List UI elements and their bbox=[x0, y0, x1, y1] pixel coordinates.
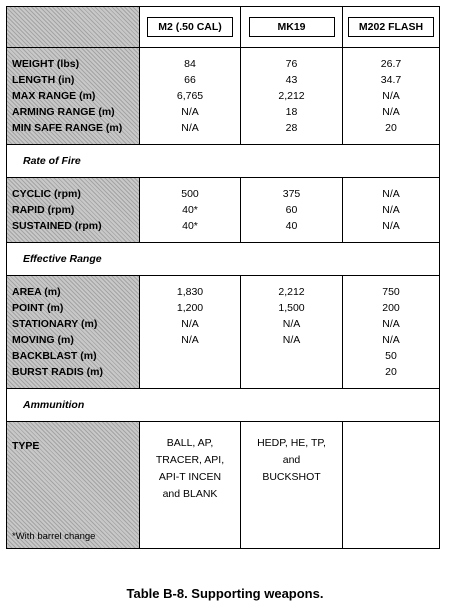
row-label: CYCLIC (rpm) bbox=[12, 188, 81, 200]
general-section bbox=[7, 48, 439, 145]
table-caption: Table B-8. Supporting weapons. bbox=[126, 586, 324, 601]
m2-value: N/A bbox=[181, 334, 199, 346]
section-title: Ammunition bbox=[23, 399, 85, 411]
rate-of-fire-heading bbox=[7, 145, 439, 178]
mk19-value: 60 bbox=[285, 204, 298, 216]
m202-value: N/A bbox=[382, 188, 400, 200]
row-label: SUSTAINED (rpm) bbox=[12, 220, 102, 232]
row-label: POINT (m) bbox=[12, 302, 64, 314]
m202-value: 50 bbox=[385, 350, 397, 362]
m2-value: 1,830 bbox=[176, 286, 204, 298]
m202-value: 20 bbox=[385, 366, 397, 378]
m202-value: N/A bbox=[382, 106, 400, 118]
column-header-m202: M202 FLASH bbox=[348, 17, 434, 37]
table-header bbox=[7, 7, 439, 48]
effective-range-heading bbox=[7, 243, 439, 276]
mk19-ammo-types: HEDP, HE, TP, and BUCKSHOT bbox=[257, 437, 326, 483]
m2-value: 500 bbox=[181, 188, 199, 200]
row-label: ARMING RANGE (m) bbox=[12, 106, 115, 118]
effective-range-section bbox=[7, 276, 439, 389]
m2-value: 66 bbox=[184, 74, 196, 86]
m2-value: N/A bbox=[181, 122, 199, 134]
section-title: Effective Range bbox=[23, 253, 102, 265]
mk19-value: 2,212 bbox=[278, 90, 305, 102]
m2-value bbox=[140, 364, 240, 380]
column-header-mk19: MK19 bbox=[249, 17, 335, 37]
row-label: BACKBLAST (m) bbox=[12, 350, 97, 362]
mk19-value: 76 bbox=[285, 58, 298, 70]
m202-value: 26.7 bbox=[380, 58, 402, 70]
row-label: LENGTH (in) bbox=[12, 74, 75, 86]
row-label: WEIGHT (lbs) bbox=[12, 58, 80, 70]
rate-of-fire-section bbox=[7, 178, 439, 243]
mk19-value: 375 bbox=[282, 188, 301, 200]
row-label: BURST RADIS (m) bbox=[12, 366, 103, 378]
row-label: AREA (m) bbox=[12, 286, 61, 298]
mk19-value: 28 bbox=[285, 122, 298, 134]
footnote: *With barrel change bbox=[12, 531, 96, 542]
m2-value: 40* bbox=[182, 220, 198, 232]
m202-value: 34.7 bbox=[380, 74, 402, 86]
m202-value: N/A bbox=[382, 318, 400, 330]
m202-value: 20 bbox=[385, 122, 397, 134]
ammunition-heading bbox=[7, 389, 439, 422]
m2-value: 6,765 bbox=[176, 90, 204, 102]
mk19-value bbox=[241, 364, 342, 380]
column-header-m2: M2 (.50 CAL) bbox=[147, 17, 233, 37]
row-label: STATIONARY (m) bbox=[12, 318, 98, 330]
m2-value bbox=[140, 348, 240, 364]
mk19-value: 43 bbox=[285, 74, 298, 86]
m202-value: N/A bbox=[382, 90, 400, 102]
ammunition-section bbox=[7, 422, 439, 548]
m202-value: N/A bbox=[382, 220, 400, 232]
mk19-value: 1,500 bbox=[278, 302, 305, 314]
row-label: MOVING (m) bbox=[12, 334, 74, 346]
m202-ammo-types bbox=[343, 422, 439, 548]
mk19-value: N/A bbox=[282, 334, 301, 346]
mk19-value bbox=[241, 348, 342, 364]
row-label: MIN SAFE RANGE (m) bbox=[12, 122, 123, 134]
mk19-value: N/A bbox=[282, 318, 301, 330]
header-blank-cell bbox=[7, 7, 140, 47]
row-label: MAX RANGE (m) bbox=[12, 90, 96, 102]
m2-value: 40* bbox=[182, 204, 198, 216]
mk19-value: 2,212 bbox=[278, 286, 305, 298]
m202-value: 750 bbox=[382, 286, 400, 298]
m2-value: N/A bbox=[181, 318, 199, 330]
m202-value: N/A bbox=[382, 204, 400, 216]
ammo-type-label: TYPE bbox=[12, 440, 40, 452]
supporting-weapons-table bbox=[6, 6, 440, 549]
mk19-value: 18 bbox=[285, 106, 298, 118]
row-label: RAPID (rpm) bbox=[12, 204, 75, 216]
section-title: Rate of Fire bbox=[23, 155, 81, 167]
m2-value: N/A bbox=[181, 106, 199, 118]
m2-value: 1,200 bbox=[176, 302, 204, 314]
m2-value: 84 bbox=[184, 58, 196, 70]
mk19-value: 40 bbox=[285, 220, 298, 232]
m2-ammo-types: BALL, AP, TRACER, API, API-T INCEN and BLANK bbox=[155, 437, 225, 500]
m202-value: N/A bbox=[382, 334, 400, 346]
m202-value: 200 bbox=[382, 302, 400, 314]
